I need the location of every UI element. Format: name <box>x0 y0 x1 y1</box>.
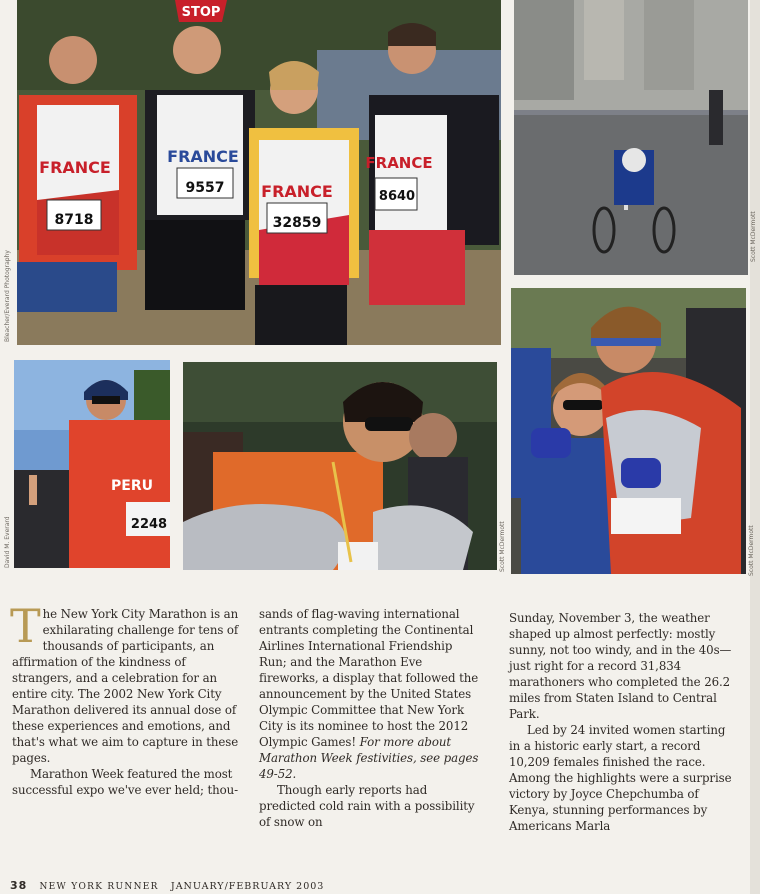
shirt-text-1: FRANCE <box>39 158 111 177</box>
page-number: 38 <box>10 879 28 892</box>
col2-paragraph-1: sands of flag-waving international entrants completing the Continental Airlines International Friendship Run; and the Marathon Eve fireworks, a display that followed the announcement by the United States Olympic Committee that New York City is its nominee to host the 2012 Olympic Games! <box>259 607 479 749</box>
shirt-text-2: FRANCE <box>167 147 239 166</box>
article-column-1 <box>10 599 244 798</box>
peru-shirt-text: PERU <box>111 478 153 494</box>
col2-paragraph-2: Though early reports had predicted cold rain with a possibility of snow on <box>259 783 475 829</box>
photo-wheelchair-racer <box>514 0 748 275</box>
magazine-name: NEW YORK RUNNER <box>39 882 159 892</box>
peru-bib: 2248 <box>130 517 168 532</box>
photo-france-runners <box>17 0 501 345</box>
shirt-text-4: FRANCE <box>365 154 433 172</box>
col2-italic-reference: For more about Marathon Week festivities, see pages 49-52. <box>259 735 479 781</box>
issue-date: JANUARY/FEBRUARY 2003 <box>170 881 325 892</box>
credit-photo-4: Scott McDermott <box>499 521 506 572</box>
photo-embracing-couple <box>511 288 746 574</box>
col3-paragraph-1: Sunday, November 3, the weather shaped up almost perfectly: mostly sunny, not too windy, and in the 40s—just right for a record 31,834 marathoners who completed the 26.2 miles from Staten Island to Central Park. <box>509 611 732 721</box>
credit-photo-2: Scott McDermott <box>750 211 757 262</box>
credit-photo-5: Scott McDermott <box>748 525 755 576</box>
drop-cap: T <box>10 599 41 653</box>
page-edge <box>750 0 760 894</box>
photo-peru-runner <box>14 360 170 568</box>
credit-photo-1: Bleacher/Everard Photography <box>4 250 11 342</box>
bib-8718: 8718 <box>54 212 94 228</box>
shirt-text-3: FRANCE <box>261 182 333 201</box>
col3-paragraph-2: Led by 24 invited women starting in a historic early start, a record 10,209 females finished the race. Among the highlights were a surprise victory by Joyce Chepchumba of Kenya, stunning performances by Americans Marla <box>509 723 732 833</box>
bib-32859: 32859 <box>272 215 322 231</box>
bib-9557: 9557 <box>185 180 225 196</box>
article-column-3 <box>509 610 739 834</box>
article-column-2 <box>259 606 483 830</box>
bib-8640: 8640 <box>378 189 416 204</box>
stop-sign-text: STOP <box>181 5 221 20</box>
credit-photo-3: David M. Everard <box>4 516 11 568</box>
page-footer <box>10 879 324 892</box>
col1-paragraph-1: he New York City Marathon is an exhilarating challenge for tens of thousands of participants, an affirmation of the kindness of strangers, and a celebration for an entire city. The 2002 New York City Marathon delivered its annual dose of these experiences and emotions, and that's what we aim to capture in these pages. <box>12 607 239 765</box>
photo-foil-blanket-finisher <box>183 362 497 570</box>
col1-paragraph-2: Marathon Week featured the most successful expo we've ever held; thou- <box>12 767 239 797</box>
